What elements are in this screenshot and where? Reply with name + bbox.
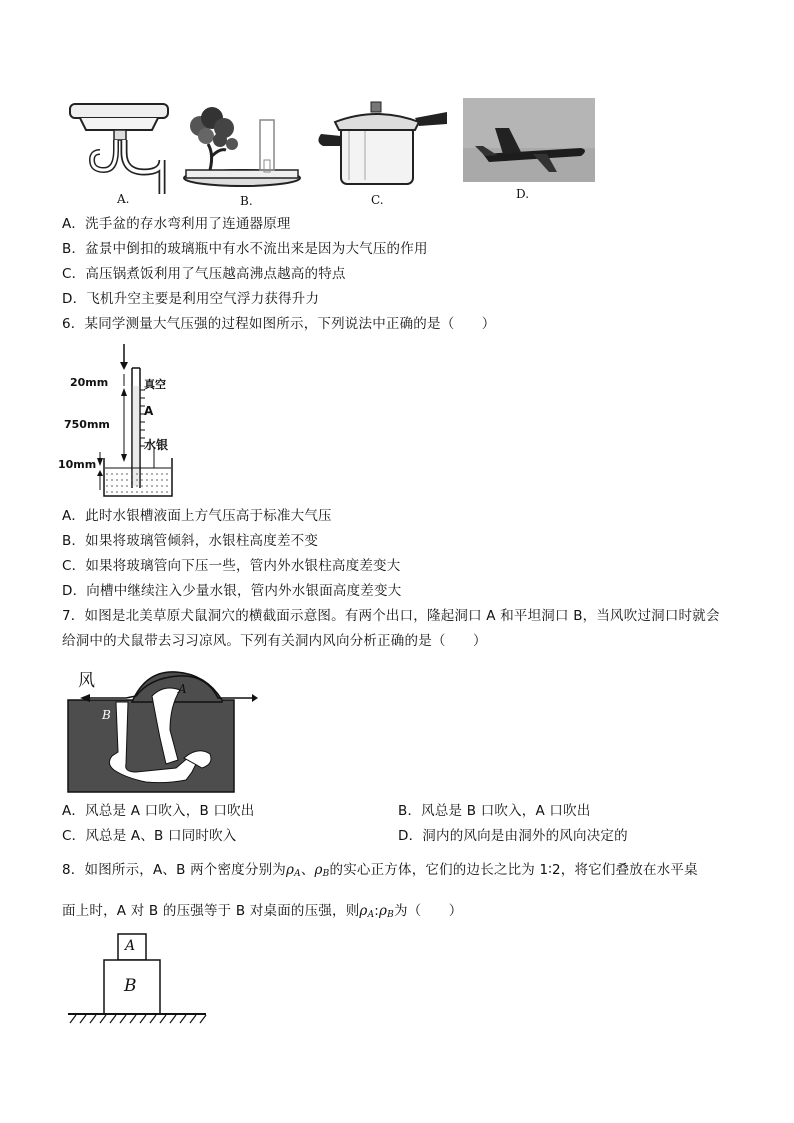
q5-label-a: A. bbox=[117, 192, 130, 206]
q6-label-a: A bbox=[144, 404, 154, 418]
q8-rho-a: $\rho_A$ bbox=[285, 862, 301, 879]
q7-stem-line2: 给洞中的犬鼠带去习习凉风。下列有关洞内风向分析正确的是（ ） bbox=[62, 633, 487, 649]
q8-stem-part2: 的实心正方体，它们的边长之比为 1∶2，将它们叠放在水平桌 bbox=[329, 862, 698, 878]
q8-rho-a-ratio: $\rho_A$ bbox=[359, 903, 375, 920]
q7-label-wind: 风 bbox=[78, 671, 95, 691]
q6-label-vacuum: 真空 bbox=[144, 378, 166, 391]
q8-stem-part4: 为（ ） bbox=[393, 903, 463, 919]
airplane-photo bbox=[463, 98, 595, 182]
q6-option-d: D．向槽中继续注入少量水银，管内外水银面高度差变大 bbox=[62, 583, 402, 599]
q6-label-mercury: 水银 bbox=[144, 438, 169, 452]
q7-option-c: C．风总是 A、B 口同时吹入 bbox=[62, 828, 237, 844]
q6-label-750mm: 750mm bbox=[64, 418, 110, 431]
q6-option-b: B．如果将玻璃管倾斜，水银柱高度差不变 bbox=[62, 533, 319, 549]
q7-option-b: B．风总是 B 口吹入，A 口吹出 bbox=[398, 803, 591, 819]
q5-option-d: D．飞机升空主要是利用空气浮力获得升力 bbox=[62, 291, 320, 307]
q8-stem-line1: 8．如图所示，A、B 两个密度分别为$\rho_A$、$\rho_B$的实心正方体，它们的边长之比为 1∶2，将它们叠放在水平桌 bbox=[62, 862, 698, 879]
q6-stem: 6．某同学测量大气压强的过程如图所示，下列说法中正确的是（ ） bbox=[62, 316, 496, 332]
q8-label-a: A bbox=[125, 938, 136, 954]
q7-option-d: D．洞内的风向是由洞外的风向决定的 bbox=[398, 828, 628, 844]
q6-label-20mm: 20mm bbox=[70, 376, 109, 389]
q5-option-a: A．洗手盆的存水弯利用了连通器原理 bbox=[62, 216, 291, 232]
q7-stem-line1: 7．如图是北美草原犬鼠洞穴的横截面示意图。有两个出口，隆起洞口 A 和平坦洞口 B，当风吹过洞口时就会 bbox=[62, 608, 720, 624]
q7-label-a: A bbox=[178, 682, 187, 696]
q5-figure-row bbox=[60, 92, 620, 212]
sink-trap-illustration bbox=[66, 98, 176, 198]
q6-barometer-figure bbox=[58, 340, 206, 500]
q6-option-a: A．此时水银槽液面上方气压高于标准大气压 bbox=[62, 508, 332, 524]
q7-option-a: A．风总是 A 口吹入，B 口吹出 bbox=[62, 803, 255, 819]
q8-stem-part1: 8．如图所示，A、B 两个密度分别为 bbox=[62, 862, 286, 878]
q8-blocks-figure bbox=[66, 932, 211, 1027]
q8-stem-line2: 面上时，A 对 B 的压强等于 B 对桌面的压强，则$\rho_A:\rho_B$为（ ） bbox=[62, 903, 463, 920]
q6-option-c: C．如果将玻璃管向下压一些，管内外水银柱高度差变大 bbox=[62, 558, 401, 574]
q5-label-b: B. bbox=[240, 194, 253, 208]
q8-label-b: B bbox=[124, 976, 137, 996]
q8-rho-b-ratio: $\rho_B$ bbox=[379, 903, 394, 920]
pressure-cooker-illustration bbox=[315, 100, 450, 190]
q8-rho-b: $\rho_B$ bbox=[314, 862, 330, 879]
q7-label-b: B bbox=[102, 708, 111, 722]
q5-label-d: D. bbox=[516, 187, 530, 201]
q7-burrow-figure bbox=[66, 660, 266, 795]
q6-label-10mm: 10mm bbox=[58, 458, 97, 471]
q5-option-b: B．盆景中倒扣的玻璃瓶中有水不流出来是因为大气压的作用 bbox=[62, 241, 428, 257]
q8-stem-part3: 面上时，A 对 B 的压强等于 B 对桌面的压强，则 bbox=[62, 903, 360, 919]
q5-label-c: C. bbox=[371, 193, 384, 207]
bonsai-illustration bbox=[180, 104, 305, 192]
q5-option-c: C．高压锅煮饭利用了气压越高沸点越高的特点 bbox=[62, 266, 346, 282]
